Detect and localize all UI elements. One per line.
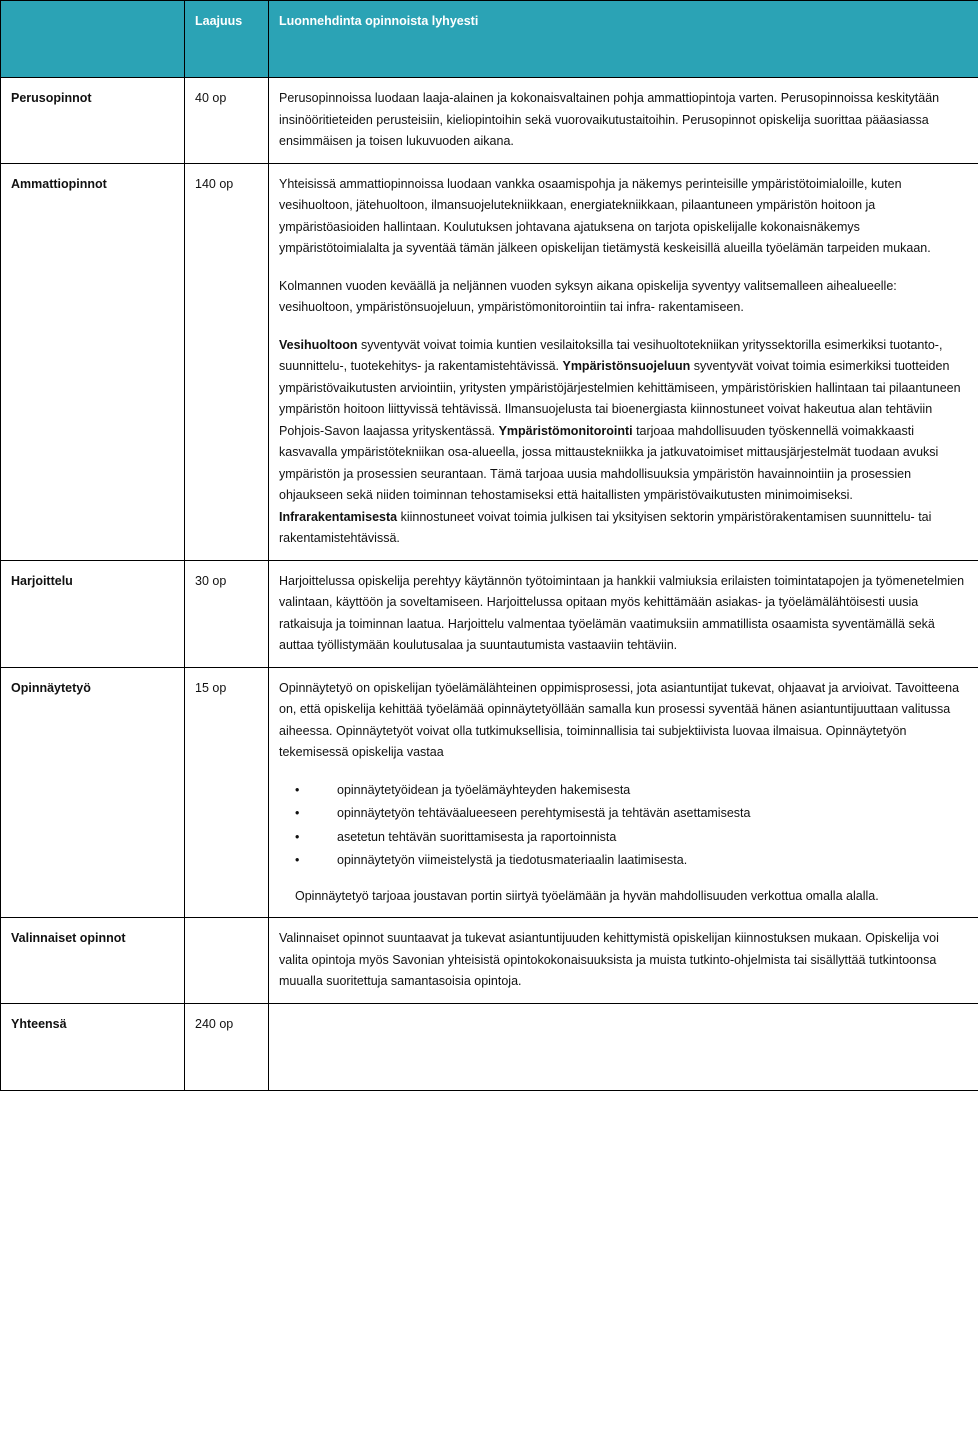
- table-header-row: [1, 1, 978, 78]
- row-credits-ammattiopinnot: 140 op: [185, 163, 269, 560]
- specialization-text: syventyvät voivat toimia esimerkiksi tuotteiden ympäristövaikutusten arviointiin, yritysten ympäristöjärjestelmien kehittämiseen, ympäristöriskien hallintaan tai pilaantuneen ympäristön hoitoon liittyvissä tehtävissä. Ilmansuojelusta tai bioenergiasta kiinnostuneet voivat hakeutua alan tehtäviin Pohjois-Savon laajassa yrityskentässä.: [279, 359, 961, 438]
- row-name-perusopinnot: Perusopinnot: [1, 78, 185, 164]
- row-credits-perusopinnot: 40 op: [185, 78, 269, 164]
- table-row: [1, 667, 978, 918]
- header-cell-credits: Laajuus: [185, 1, 269, 78]
- list-item: • opinnäytetyöidean ja työelämäyhteyden hakemisesta: [279, 780, 968, 802]
- table-row: [1, 1003, 978, 1090]
- row-name-opinnaytetyo: Opinnäytetyö: [1, 667, 185, 918]
- specialization-name: Ympäristömonitorointi: [498, 423, 633, 438]
- specialization-text: tarjoaa mahdollisuuden työskennellä voimakkaasti kasvavalla ympäristötekniikan osa-alueella, jossa mittaustekniikka ja jatkuvatoimiset mittausjärjestelmät tuodaan avuksi ympäristön ja prosessien seurantaan. Tämä tarjoaa uusia mahdollisuuksia ympäristön havainnointiin ja prosessien ohjaukseen sekä niiden toiminnan tehostamiseksi että haitallisten ympäristövaikutusten minimoimiseksi.: [279, 423, 939, 502]
- paragraph: Perusopinnoissa luodaan laaja-alainen ja kokonaisvaltainen pohja ammattiopintoja varten. Perusopinnoissa keskitytään insinööritieteiden perusteisiin, kieliopintoihin sekä vuorovaikutustaitoihin. Perusopinnot opiskelija suorittaa pääasiassa ensimmäisen ja toisen lukuvuoden aikana.: [279, 91, 940, 148]
- table-header: [1, 1, 978, 78]
- paragraph: Opinnäytetyö on opiskelijan työelämälähteinen oppimisprosessi, jota asiantuntijat tukevat, ohjaavat ja arvioivat. Tavoitteena on, että opiskelija kehittää työelämää opinnäytetyöllään samalla kun prosessi syventää hänen asiantuntijuuttaan valitussa aiheessa. Opinnäytetyöt voivat olla tutkimuksellisia, toiminnallisia tai subjektiivista luovaa ilmaisua. Opinnäytetyön tekemisessä opiskelija vastaa: [279, 680, 960, 759]
- paragraph: Kolmannen vuoden keväällä ja neljännen vuoden syksyn aikana opiskelija syventyy valitsemalleen aihealueelle: vesihuoltoon, ympäristönsuojeluun, ympäristömonitorointiin tai infra- rakentamiseen.: [279, 278, 897, 314]
- header-cell-empty: [1, 1, 185, 78]
- row-description-harjoittelu: [269, 560, 978, 667]
- specialization-text: kiinnostuneet voivat toimia julkisen tai yksityisen sektorin ympäristörakentamisen suunnittelu- tai rakentamistehtävissä.: [279, 509, 932, 545]
- row-name-valinnaiset-opinnot: Valinnaiset opinnot: [1, 918, 185, 1004]
- list-item: • opinnäytetyön tehtäväalueeseen perehtymisestä ja tehtävän asettamisesta: [279, 803, 968, 825]
- row-description-perusopinnot: [269, 78, 978, 164]
- row-name-yhteensa: Yhteensä: [1, 1003, 185, 1090]
- paragraph: Harjoittelussa opiskelija perehtyy käytännön työtoimintaan ja hankkii valmiuksia erilaisten toimintatapojen ja työmenetelmien valintaan, käyttöön ja soveltamiseen. Harjoittelussa opitaan myös kehittämään asiakas- ja työelämälähtöisesti uusia ratkaisuja ja toiminnan laatua. Harjoittelu valmentaa työelämän vaatimuksiin ammatillista osaamista syventämällä sekä auttaa työllistymään koulutusalaa ja suuntautumista vastaaviin tehtäviin.: [279, 573, 965, 652]
- specialization-name: Infrarakentamisesta: [279, 509, 398, 524]
- table-row: [1, 163, 978, 560]
- row-credits-yhteensa: 240 op: [185, 1003, 269, 1090]
- row-description-opinnaytetyo: [269, 667, 978, 918]
- header-cell-description: Luonnehdinta opinnoista lyhyesti: [269, 1, 978, 78]
- row-credits-opinnaytetyo: 15 op: [185, 667, 269, 918]
- row-credits-harjoittelu: 30 op: [185, 560, 269, 667]
- list-item: • asetetun tehtävän suorittamisesta ja raportoinnista: [279, 827, 968, 849]
- row-description-valinnaiset-opinnot: [269, 918, 978, 1004]
- specialization-name: Vesihuoltoon: [279, 337, 358, 352]
- row-name-harjoittelu: Harjoittelu: [1, 560, 185, 667]
- list-item: • opinnäytetyön viimeistelystä ja tiedotusmateriaalin laatimisesta.: [279, 850, 968, 872]
- row-description-ammattiopinnot: [269, 163, 978, 560]
- table-row: [1, 918, 978, 1004]
- row-credits-valinnaiset-opinnot: [185, 918, 269, 1004]
- row-name-ammattiopinnot: Ammattiopinnot: [1, 163, 185, 560]
- table-body: [1, 78, 978, 1091]
- bullet-list: [279, 780, 968, 872]
- specialization-name: Ympäristönsuojeluun: [562, 359, 691, 373]
- specialization-text: syventyvät voivat toimia kuntien vesilaitoksilla tai vesihuoltotekniikan yrityssektorilla esimerkiksi tuotanto-, suunnittelu-, tuotekehitys- ja rakentamistehtävissä.: [279, 337, 943, 373]
- paragraph: Yhteisissä ammattiopinnoissa luodaan vankka osaamispohja ja näkemys perinteisille ympäristötoimialoille, kuten vesihuoltoon, jätehuoltoon, ilmansuojelutekniikkaan, energiatekniikkaan, pilaantuneen ympäristön hoitoon ja ympäristöasioiden hallintaan. Koulutuksen johtavana ajatuksena on tarjota opiskelijalle kokonaisnäkemys ympäristötoimialalta ja syventää tämän jälkeen opiskelijan tietämystä keskeisillä alueilla työelämän tarpeiden mukaan.: [279, 176, 931, 255]
- paragraph-rich-specializations: [279, 335, 968, 550]
- table-row: [1, 560, 978, 667]
- paragraph: Valinnaiset opinnot suuntaavat ja tukevat asiantuntijuuden kehittymistä opiskelijan kiinnostuksen mukaan. Opiskelija voi valita opintoja myös Savonian yhteisistä opintokokonaisuuksista ja muista tutkinto-ohjelmista tai sisällyttää tutkintoonsa muualla suoritettuja samantasoisia opintoja.: [279, 931, 939, 988]
- paragraph-closing: Opinnäytetyö tarjoaa joustavan portin siirtyä työelämään ja hyvän mahdollisuuden verkottua omalla alalla.: [295, 888, 879, 903]
- row-description-yhteensa: [269, 1003, 978, 1090]
- table-row: [1, 78, 978, 164]
